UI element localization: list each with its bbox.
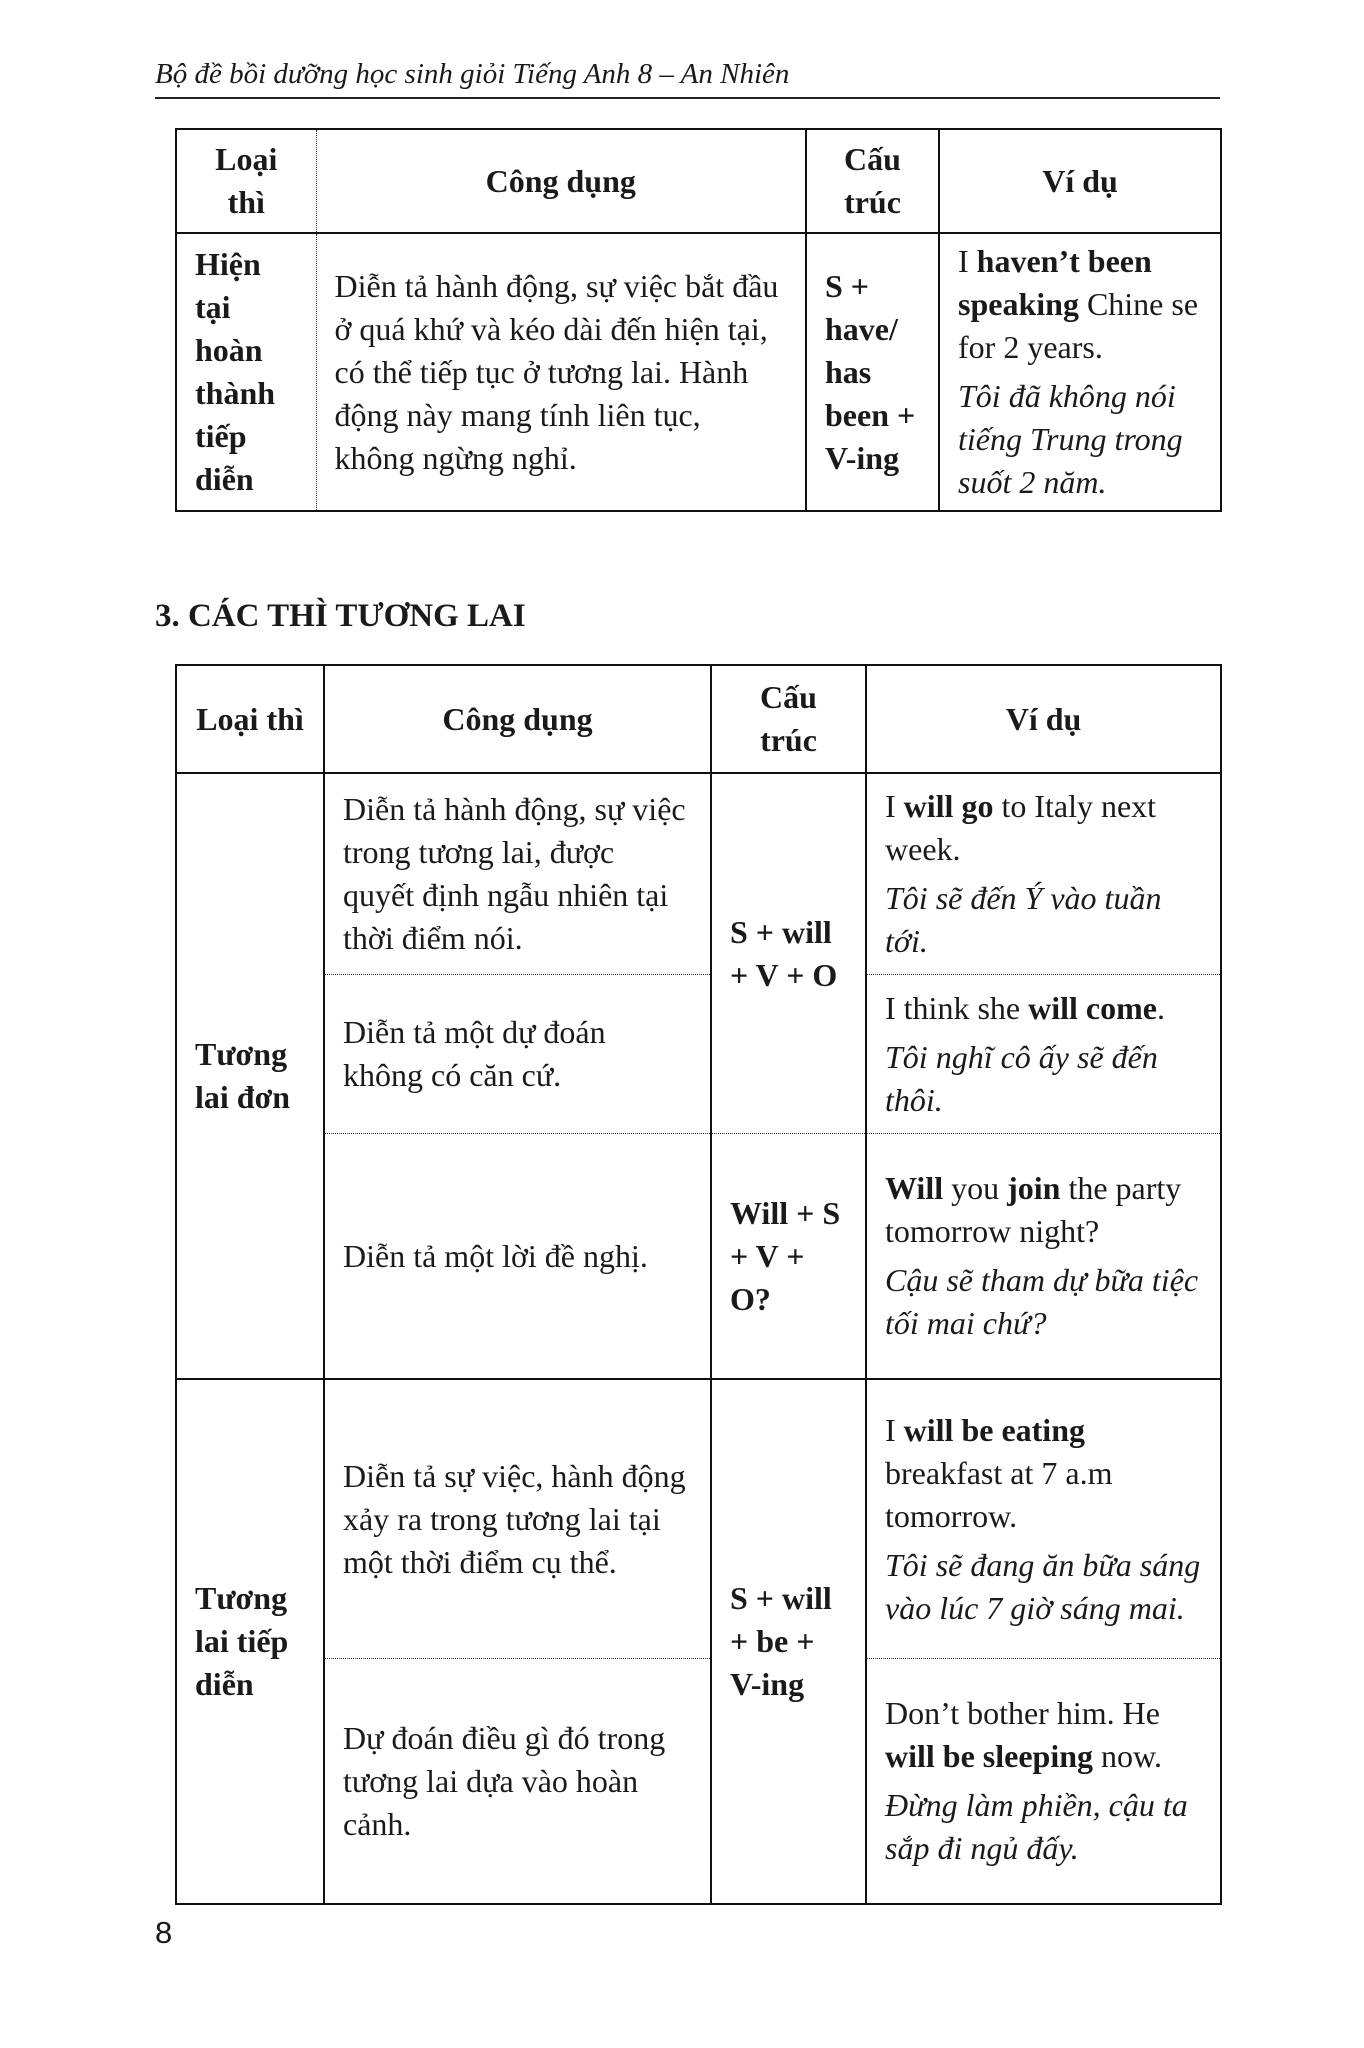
- example-text: you: [943, 1170, 1008, 1206]
- table-row: [176, 233, 1221, 511]
- tense-example: [866, 1659, 1221, 1905]
- example-verb: join: [1007, 1170, 1061, 1206]
- example-text: I: [958, 243, 977, 279]
- tense-example: [939, 233, 1221, 511]
- example-verb: will be sleeping: [885, 1738, 1094, 1774]
- tense-name: Tương lai đơn: [176, 773, 324, 1379]
- example-translation: Tôi đã không nói tiếng Trung trong suốt 2 năm.: [958, 378, 1183, 500]
- tense-use: Diễn tả một lời đề nghị.: [324, 1134, 711, 1380]
- col-header-use: Công dụng: [316, 129, 806, 233]
- page-number: 8: [155, 1915, 173, 1950]
- tense-example: [866, 1134, 1221, 1380]
- table-header-row: [176, 665, 1221, 773]
- tense-use: Diễn tả hành động, sự việc trong tương lai, được quyết định ngẫu nhiên tại thời điểm nói.: [324, 773, 711, 975]
- example-text: Chine se for 2 years.: [958, 286, 1199, 365]
- tense-example: [866, 773, 1221, 975]
- example-translation: Tôi nghĩ cô ấy sẽ đến thôi.: [885, 1038, 1158, 1118]
- table-row: [176, 773, 1221, 975]
- tense-structure: Will + S + V + O?: [711, 1134, 866, 1380]
- example-translation: Tôi sẽ đang ăn bữa sáng vào lúc 7 giờ sáng mai.: [885, 1546, 1201, 1626]
- tense-use: Diễn tả một dự đoán không có căn cứ.: [324, 975, 711, 1134]
- table-row: [176, 1379, 1221, 1659]
- tense-name: Tương lai tiếp diễn: [176, 1379, 324, 1904]
- tense-example: [866, 1379, 1221, 1659]
- example-text: now.: [1093, 1738, 1163, 1774]
- col-header-structure: Cấu trúc: [711, 665, 866, 773]
- tense-name: Hiện tại hoàn thành tiếp diễn: [176, 233, 316, 511]
- tense-structure: S + will + be + V-ing: [711, 1379, 866, 1904]
- col-header-structure: Cấu trúc: [806, 129, 939, 233]
- table-header-row: [176, 129, 1221, 233]
- section-title: 3. CÁC THÌ TƯƠNG LAI: [155, 598, 526, 634]
- example-verb: haven’t been speaking: [958, 243, 1152, 322]
- example-text: I: [885, 1411, 904, 1448]
- tense-use: Diễn tả hành động, sự việc bắt đầu ở quá khứ và kéo dài đến hiện tại, có thể tiếp tục ở tương lai. Hành động này mang tính liên tục, không ngừng nghỉ.: [316, 233, 806, 511]
- tense-use: Dự đoán điều gì đó trong tương lai dựa vào hoàn cảnh.: [324, 1659, 711, 1905]
- example-verb: Will: [885, 1170, 944, 1206]
- tense-use: Diễn tả sự việc, hành động xảy ra trong tương lai tại một thời điểm cụ thể.: [324, 1379, 711, 1659]
- col-header-use: Công dụng: [324, 665, 711, 773]
- tense-structure: S + have/ has been + V-ing: [806, 233, 939, 511]
- example-verb: will come: [1028, 989, 1157, 1026]
- example-text: .: [1156, 989, 1165, 1026]
- example-translation: Đừng làm phiền, cậu ta sắp đi ngủ đấy.: [885, 1787, 1188, 1866]
- col-header-example: Ví dụ: [866, 665, 1221, 773]
- example-text: I: [885, 788, 904, 824]
- tense-structure: S + will + V + O: [711, 773, 866, 1134]
- example-translation: Cậu sẽ tham dự bữa tiệc tối mai chứ?: [885, 1262, 1199, 1341]
- example-text: I think she: [885, 989, 1029, 1026]
- example-text: the party tomorrow night?: [885, 1170, 1182, 1249]
- example-text: breakfast at 7 a.m tomorrow.: [885, 1454, 1113, 1534]
- col-header-tense: Loại thì: [176, 665, 324, 773]
- example-translation: Tôi sẽ đến Ý vào tuần tới.: [885, 880, 1162, 959]
- running-header: Bộ đề bồi dưỡng học sinh giỏi Tiếng Anh 8 – An Nhiên: [155, 58, 1220, 99]
- example-verb: will go: [903, 788, 994, 824]
- example-verb: will be eating: [903, 1411, 1085, 1448]
- table-row: [176, 975, 1221, 1134]
- tense-example: [866, 975, 1221, 1134]
- example-text: Don’t bother him. He: [885, 1695, 1160, 1731]
- col-header-tense: Loại thì: [176, 129, 316, 233]
- future-tenses-table: [175, 664, 1222, 1905]
- table-row: [176, 1659, 1221, 1905]
- col-header-example: Ví dụ: [939, 129, 1221, 233]
- present-perfect-continuous-table: [175, 128, 1222, 512]
- table-row: [176, 1134, 1221, 1380]
- example-text: to Italy next week.: [885, 788, 1157, 867]
